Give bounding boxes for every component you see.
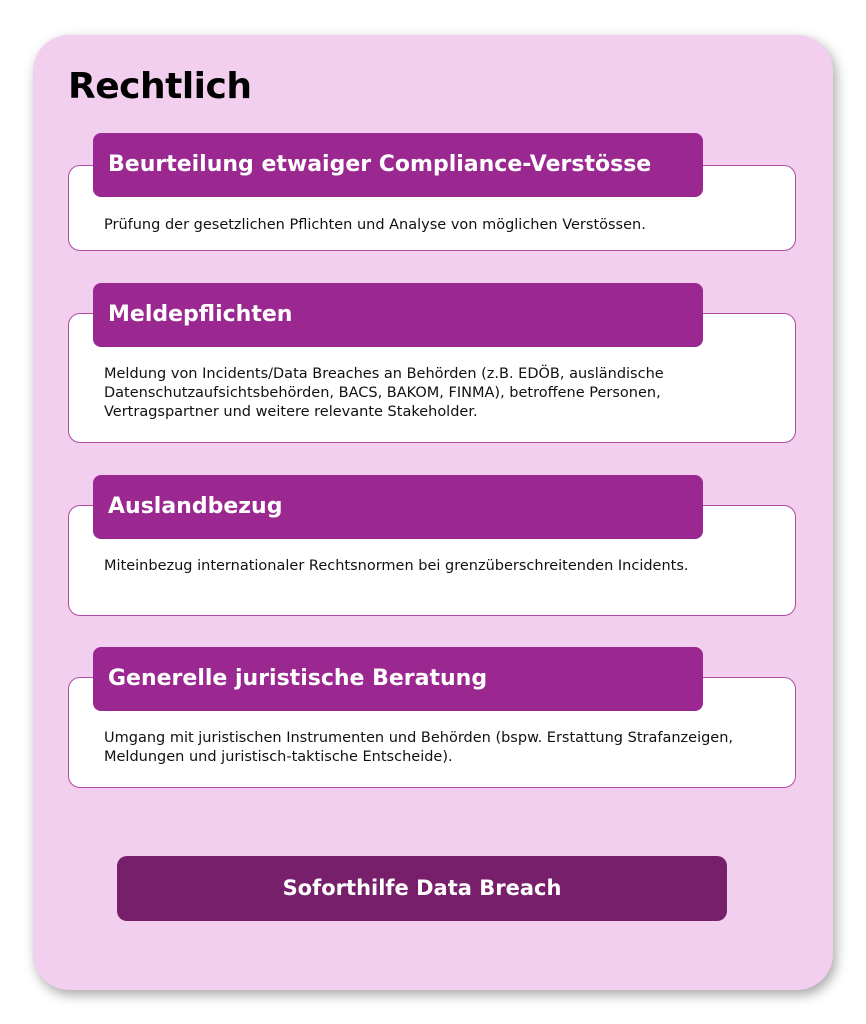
card-text: Prüfung der gesetzlichen Pflichten und Analyse von möglichen Verstössen.	[104, 217, 646, 233]
card-heading: Meldepflichten	[93, 283, 703, 347]
card-heading: Generelle juristische Beratung	[93, 647, 703, 711]
card-heading: Beurteilung etwaiger Compliance-Verstösse	[93, 133, 703, 197]
card-text: Meldung von Incidents/Data Breaches an Behörden (z.B. EDÖB, ausländische Datenschutzaufsichtsbehörden, BACS, BAKOM, FINMA), betroffene Personen, Vertragspartner und weitere relevante Stakeholder.	[104, 366, 664, 420]
data-breach-help-button[interactable]: Soforthilfe Data Breach	[117, 856, 727, 921]
card-text: Miteinbezug internationaler Rechtsnormen bei grenzüberschreitenden Incidents.	[104, 558, 689, 574]
page-title: Rechtlich	[68, 66, 252, 107]
card-text: Umgang mit juristischen Instrumenten und Behörden (bspw. Erstattung Strafanzeigen, Meldungen und juristisch-taktische Entscheide).	[104, 730, 734, 765]
card-heading: Auslandbezug	[93, 475, 703, 539]
